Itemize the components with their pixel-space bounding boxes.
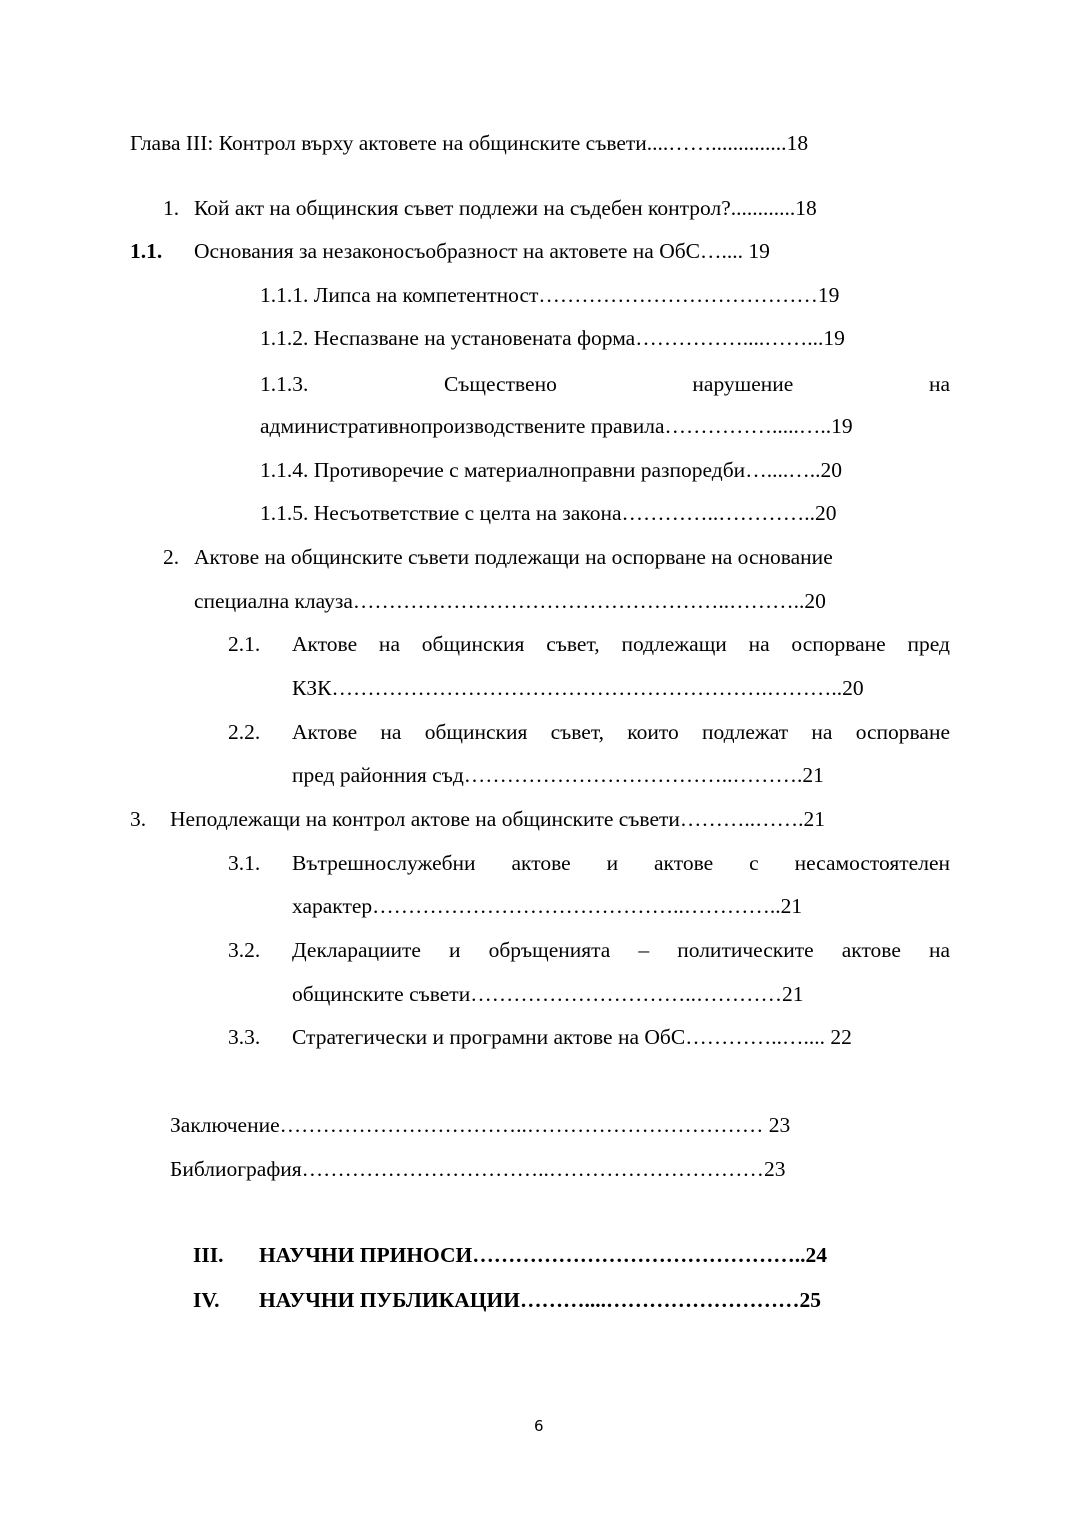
toc-page-number: 23 [763, 1157, 786, 1181]
toc-item-2-number: 2. [163, 545, 180, 569]
toc-entry-text: общинските съвети…………………………..………… [292, 982, 782, 1006]
toc-entry-text: Кой акт на общинския съвет подлежи на съдебен контрол?............ [194, 196, 796, 220]
toc-item-3-2-line2 [292, 984, 803, 1006]
toc-page-number: 24 [805, 1243, 828, 1267]
toc-page-number: 21 [803, 807, 826, 831]
toc-page-number: 20 [820, 458, 842, 482]
toc-word: нарушение [692, 372, 794, 396]
toc-item-3-2-number: 3.2. [228, 938, 261, 962]
toc-page-number: 21 [802, 763, 824, 787]
toc-entry-text: 1.1.1. Липса на компетентност………………………………… [260, 283, 818, 307]
toc-entry-text: характер……………………………………..………….. [292, 894, 781, 918]
toc-item-1-1-1 [260, 285, 839, 307]
toc-page-number: 21 [781, 982, 804, 1006]
toc-chapter-3 [130, 133, 808, 155]
toc-conclusion [170, 1115, 790, 1137]
toc-item-3-1-line2 [292, 896, 802, 918]
toc-entry-text: КЗК…………………………………………………….……….. [292, 676, 843, 700]
toc-item-2-line1: Актове на общинските съвети подлежащи на оспорване на основание [194, 545, 833, 569]
toc-item-1-1-5 [260, 503, 837, 525]
toc-item-3-2-line1: Декларациите и обръщенията – политическите актове на [292, 938, 950, 962]
toc-word: Съществено [443, 372, 557, 396]
toc-entry-text: административнопроизводствените правила…………….....….. [260, 414, 832, 438]
toc-entry-text: Неподлежащи на контрол актове на общинските съвети………..……. [170, 807, 804, 831]
toc-item-2-2-line1: Актове на общинския съвет, които подлежат на оспорване [292, 720, 950, 744]
toc-item-1-1-4 [260, 460, 842, 482]
toc-entry-text: 1.1.4. Противоречие с материалноправни разпоредби…....….. [260, 458, 821, 482]
toc-item-2-1-line2 [292, 678, 864, 700]
toc-item-3-1-line1: Вътрешнослужебни актове и актове с несамостоятелен [292, 851, 950, 875]
toc-word: 1.1.3. [260, 372, 309, 396]
toc-page-number: 22 [830, 1025, 852, 1049]
toc-item-1-1 [194, 241, 770, 263]
toc-page-number: 21 [780, 894, 803, 918]
toc-entry-text: специална клауза……………………………………………..……….. [194, 589, 805, 613]
toc-item-1-1-3-line1 [260, 372, 950, 397]
toc-item-3-1-number: 3.1. [228, 851, 261, 875]
toc-entry-text: Заключение……………………………..…………………………… [170, 1113, 769, 1137]
toc-item-3-3 [292, 1027, 852, 1049]
toc-entry-text: 1.1.5. Несъответствие с целта на закона…………..………….. [260, 501, 816, 525]
toc-entry-text: Основания за незаконосъобразност на актовете на ОбС….... [194, 239, 744, 263]
toc-page-number: 19 [743, 239, 770, 263]
toc-page-number: 20 [804, 589, 826, 613]
toc-item-1-1-2 [260, 328, 845, 350]
toc-part-3-number: III. [193, 1243, 224, 1267]
toc-item-1-1-3-line2 [260, 416, 853, 438]
toc-page-number: 23 [768, 1113, 791, 1137]
page-number: 6 [534, 1417, 544, 1435]
toc-part-4-number: IV. [193, 1288, 220, 1312]
toc-part-3 [259, 1245, 827, 1267]
toc-page-number: 25 [799, 1288, 821, 1312]
toc-entry-text: НАУЧНИ ПРИНОСИ……………………………………….. [259, 1243, 806, 1267]
toc-entry-text: Библиография……………………………..………………………… [170, 1157, 764, 1181]
toc-item-3-3-number: 3.3. [228, 1025, 261, 1049]
toc-part-4 [259, 1290, 821, 1312]
toc-page-number: 18 [795, 196, 817, 220]
toc-word: на [928, 372, 950, 396]
toc-page-number: 19 [817, 283, 840, 307]
toc-item-2-1-line1: Актове на общинския съвет, подлежащи на оспорване пред [292, 632, 950, 656]
toc-page-number: 20 [842, 676, 864, 700]
toc-item-1-number: 1. [163, 196, 180, 220]
toc-item-1 [194, 198, 817, 220]
toc-item-2-2-line2 [292, 765, 824, 787]
toc-bibliography [170, 1159, 785, 1181]
toc-entry-text: НАУЧНИ ПУБЛИКАЦИИ………....……………………… [259, 1288, 800, 1312]
toc-entry-text: Глава III: Контрол върху актовете на общинските съвети....…….............. [130, 131, 787, 155]
toc-item-2-1-number: 2.1. [228, 632, 261, 656]
toc-item-3-number: 3. [130, 807, 147, 831]
toc-entry-text: Стратегически и програмни актове на ОбС…………..….... [292, 1025, 831, 1049]
toc-page-number: 20 [815, 501, 837, 525]
toc-entry-text: пред районния съд………………………………..………. [292, 763, 803, 787]
toc-item-3 [170, 809, 825, 831]
toc-page-number: 19 [831, 414, 853, 438]
toc-page-number: 18 [786, 131, 809, 155]
toc-page-number: 19 [823, 326, 845, 350]
toc-item-2-2-number: 2.2. [228, 720, 261, 744]
toc-entry-text: 1.1.2. Неспазване на установената форма……………....……... [260, 326, 824, 350]
toc-item-1-1-number: 1.1. [130, 239, 163, 263]
toc-item-2-line2 [194, 591, 826, 613]
